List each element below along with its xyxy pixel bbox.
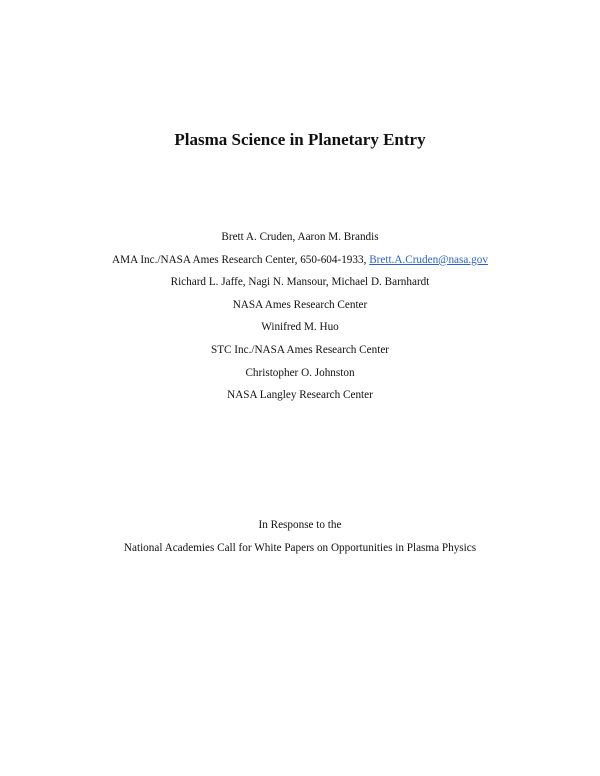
author-names-3: Winifred M. Huo: [261, 321, 339, 334]
author-block: [0, 226, 600, 407]
affiliation-contact-line: [0, 249, 600, 272]
response-intro: In Response to the: [258, 519, 342, 531]
affiliation-2: NASA Ames Research Center: [232, 298, 368, 311]
email-link[interactable]: Brett.A.Cruden@nasa.gov: [369, 253, 488, 266]
response-call: National Academies Call for White Papers on Opportunities in Plasma Physics: [123, 541, 477, 554]
author-names-2: Richard L. Jaffe, Nagi N. Mansour, Michael D. Barnhardt: [170, 276, 430, 289]
author-names-4: Christopher O. Johnston: [245, 366, 355, 379]
affiliation-3: STC Inc./NASA Ames Research Center: [210, 343, 390, 356]
affiliation-4: NASA Langley Research Center: [227, 389, 373, 402]
response-block: [0, 514, 600, 559]
affiliation-contact-text: AMA Inc./NASA Ames Research Center, 650-604-1933,: [112, 253, 367, 266]
document-title: Plasma Science in Planetary Entry: [174, 130, 426, 149]
author-names-1: Brett A. Cruden, Aaron M. Brandis: [221, 231, 379, 243]
